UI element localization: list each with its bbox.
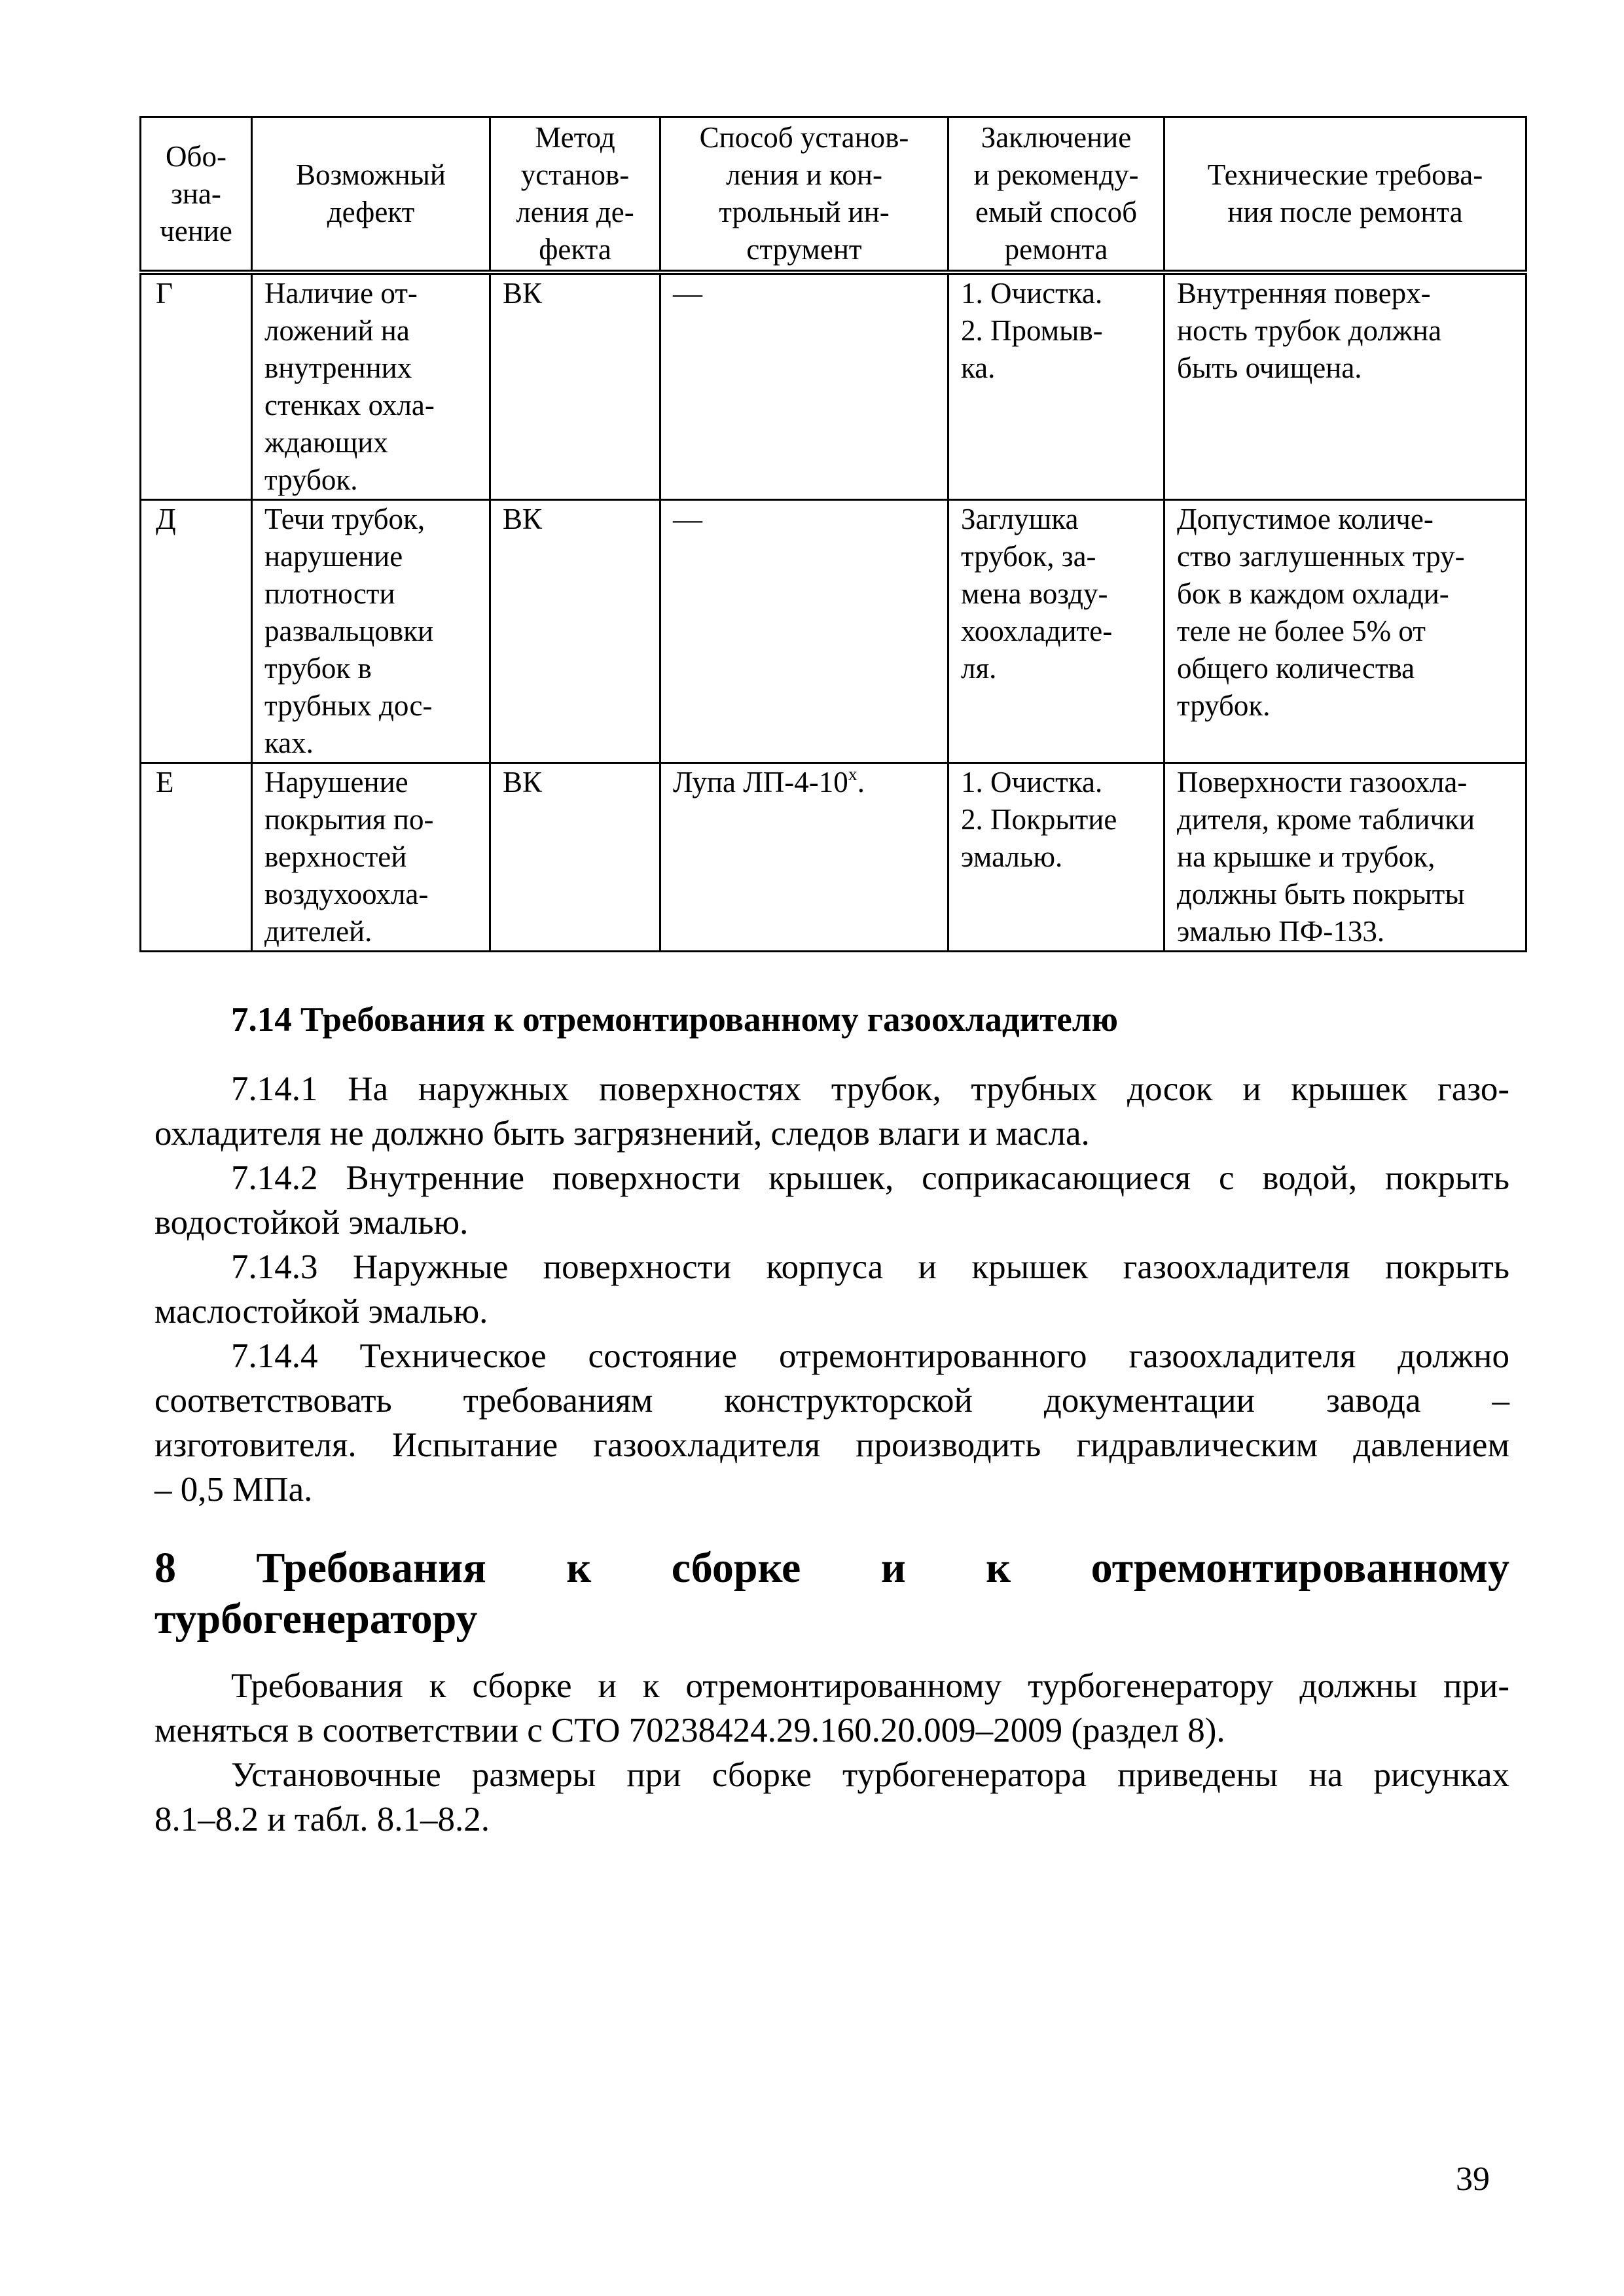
requirements-line: трубок. (1177, 689, 1271, 722)
section-title-line-2: турбогенератору (154, 1595, 478, 1643)
repair-line: 2. Покрытие (961, 803, 1117, 836)
defect-code-cell: Е (141, 763, 252, 952)
requirements-line: ство заглушенных тру- (1177, 540, 1465, 573)
repair-line: мена возду- (961, 577, 1108, 610)
method-cell: ВК (490, 763, 660, 952)
requirements-cell (1164, 500, 1526, 763)
table-header-cell (490, 117, 660, 273)
requirements-line: Допустимое количе- (1177, 503, 1434, 535)
repair-line: трубок, за- (961, 540, 1096, 573)
table-header-cell (1164, 117, 1526, 273)
paragraph-line: соответствовать требованиям конструкторской документации завода – (154, 1382, 1509, 1420)
repair-cell (948, 500, 1164, 763)
requirements-line: Поверхности газоохла- (1177, 766, 1468, 798)
header-line: фекта (539, 233, 611, 266)
defect-line: Течи трубок, (264, 503, 425, 535)
header-line: Обо- (166, 139, 226, 173)
section-title-line-1: 8 Требования к сборке и к отремонтированному (154, 1544, 1509, 1592)
header-line: Технические требова- (1207, 158, 1483, 191)
header-line: Возможный (296, 158, 446, 191)
table-header-cell (141, 117, 252, 273)
table-header-row (141, 117, 1526, 273)
section-paragraphs (154, 1664, 1509, 1842)
tool-text: — (673, 277, 702, 310)
page-number: 39 (1456, 2161, 1490, 2198)
table-header-cell (948, 117, 1164, 273)
table-row (141, 500, 1526, 763)
requirements-cell (1164, 272, 1526, 500)
tool-text: — (673, 503, 702, 535)
defect-line: Нарушение (264, 766, 408, 798)
repair-line: 1. Очистка. (961, 277, 1103, 310)
requirements-line: Внутренняя поверх- (1177, 277, 1431, 310)
defect-description-cell (252, 763, 490, 952)
header-line: Заключение (981, 121, 1132, 154)
paragraph-line: 7.14.1 На наружных поверхностях трубок, трубных досок и крышек газо- (231, 1070, 1509, 1108)
requirements-line: общего количества (1177, 652, 1415, 685)
requirements-line: дителя, кроме таблички (1177, 803, 1475, 836)
paragraph-line: – 0,5 МПа. (154, 1471, 313, 1509)
defect-line: развальцовки (264, 615, 434, 647)
repair-line: 1. Очистка. (961, 766, 1103, 798)
header-line: ния после ремонта (1227, 196, 1463, 228)
header-line: установ- (520, 158, 630, 191)
repair-line: хоохладите- (961, 615, 1113, 647)
paragraph (154, 1245, 1509, 1334)
defect-line: покрытия по- (264, 803, 434, 836)
header-line: и рекоменду- (973, 158, 1139, 191)
section-title (154, 1543, 1509, 1645)
paragraph (154, 1156, 1509, 1245)
paragraph-line: Требования к сборке и к отремонтированному турбогенератору должны при- (231, 1667, 1509, 1705)
paragraph-line: охладителя не должно быть загрязнений, следов влаги и масла. (154, 1115, 1090, 1153)
defect-code-cell: Г (141, 272, 252, 500)
paragraph-line: меняться в соответствии с СТО 70238424.29.160.20.009–2009 (раздел 8). (154, 1712, 1225, 1749)
defect-line: внутренних (264, 351, 412, 384)
defect-code-cell: Д (141, 500, 252, 763)
requirements-line: должны быть покрыты (1177, 878, 1465, 910)
defect-line: трубок в (264, 652, 372, 685)
defect-line: плотности (264, 577, 395, 610)
requirements-line: быть очищена. (1177, 351, 1362, 384)
header-line: ления и кон- (725, 158, 883, 191)
defect-line: трубных дос- (264, 689, 433, 722)
defect-line: стенках охла- (264, 389, 435, 422)
tool-cell (660, 272, 948, 500)
defect-line: Наличие от- (264, 277, 418, 310)
paragraph-line: 7.14.3 Наружные поверхности корпуса и крышек газоохладителя покрыть (231, 1248, 1509, 1286)
paragraph-line: 7.14.4 Техническое состояние отремонтированного газоохладителя должно (231, 1337, 1509, 1375)
paragraph (154, 1334, 1509, 1512)
paragraph (154, 1753, 1509, 1842)
tool-cell (660, 500, 948, 763)
header-line: емый способ (975, 196, 1138, 228)
defect-description-cell (252, 272, 490, 500)
repair-line: Заглушка (961, 503, 1079, 535)
paragraph-line: Установочные размеры при сборке турбогенератора приведены на рисунках (231, 1756, 1509, 1794)
table-header-cell (252, 117, 490, 273)
defect-line: ждающих (264, 426, 388, 459)
requirements-line: бок в каждом охлади- (1177, 577, 1449, 610)
tool-superscript: х (848, 764, 857, 785)
tool-cell (660, 763, 948, 952)
defect-line: воздухоохла- (264, 878, 429, 910)
paragraph-line: маслостойкой эмалью. (154, 1293, 488, 1331)
paragraph (154, 1067, 1509, 1156)
requirements-cell (1164, 763, 1526, 952)
repair-line: ля. (961, 652, 997, 685)
requirements-line: ность трубок должна (1177, 314, 1442, 347)
paragraph-line: изготовителя. Испытание газоохладителя производить гидравлическим давлением (154, 1426, 1509, 1464)
header-line: струмент (746, 233, 862, 266)
header-line: трольный ин- (719, 196, 890, 228)
defect-line: ках. (264, 726, 314, 759)
defect-description-cell (252, 500, 490, 763)
defect-line: трубок. (264, 463, 358, 496)
method-cell: ВК (490, 272, 660, 500)
defect-line: дителей. (264, 915, 372, 948)
paragraph (154, 1664, 1509, 1753)
table-row (141, 763, 1526, 952)
subsection-paragraphs (154, 1067, 1509, 1512)
repair-cell (948, 763, 1164, 952)
header-line: Способ установ- (699, 121, 909, 154)
paragraph-line: 7.14.2 Внутренние поверхности крышек, соприкасающиеся с водой, покрыть (231, 1159, 1509, 1197)
subsection-title: 7.14 Требования к отремонтированному газоохладителю (231, 1001, 1119, 1039)
requirements-line: теле не более 5% от (1177, 615, 1426, 647)
tool-text: Лупа ЛП-4-10 (673, 766, 848, 798)
repair-line: 2. Промыв- (961, 314, 1103, 347)
header-line: чение (160, 214, 232, 247)
paragraph-line: 8.1–8.2 и табл. 8.1–8.2. (154, 1801, 490, 1839)
header-line: ремонта (1004, 233, 1108, 266)
header-line: зна- (171, 177, 221, 210)
defect-line: ложений на (264, 314, 410, 347)
table-header-cell (660, 117, 948, 273)
header-line: ления де- (516, 196, 634, 228)
defect-line: нарушение (264, 540, 403, 573)
tool-text-end: . (857, 766, 865, 798)
header-line: дефект (327, 196, 415, 228)
defects-table (139, 116, 1527, 952)
requirements-line: эмалью ПФ-133. (1177, 915, 1385, 948)
defect-line: верхностей (264, 840, 407, 873)
repair-cell (948, 272, 1164, 500)
table-row (141, 272, 1526, 500)
repair-line: эмалью. (961, 840, 1063, 873)
requirements-line: на крышке и трубок, (1177, 840, 1435, 873)
paragraph-line: водостойкой эмалью. (154, 1204, 469, 1242)
header-line: Метод (535, 121, 615, 154)
repair-line: ка. (961, 351, 996, 384)
method-cell: ВК (490, 500, 660, 763)
